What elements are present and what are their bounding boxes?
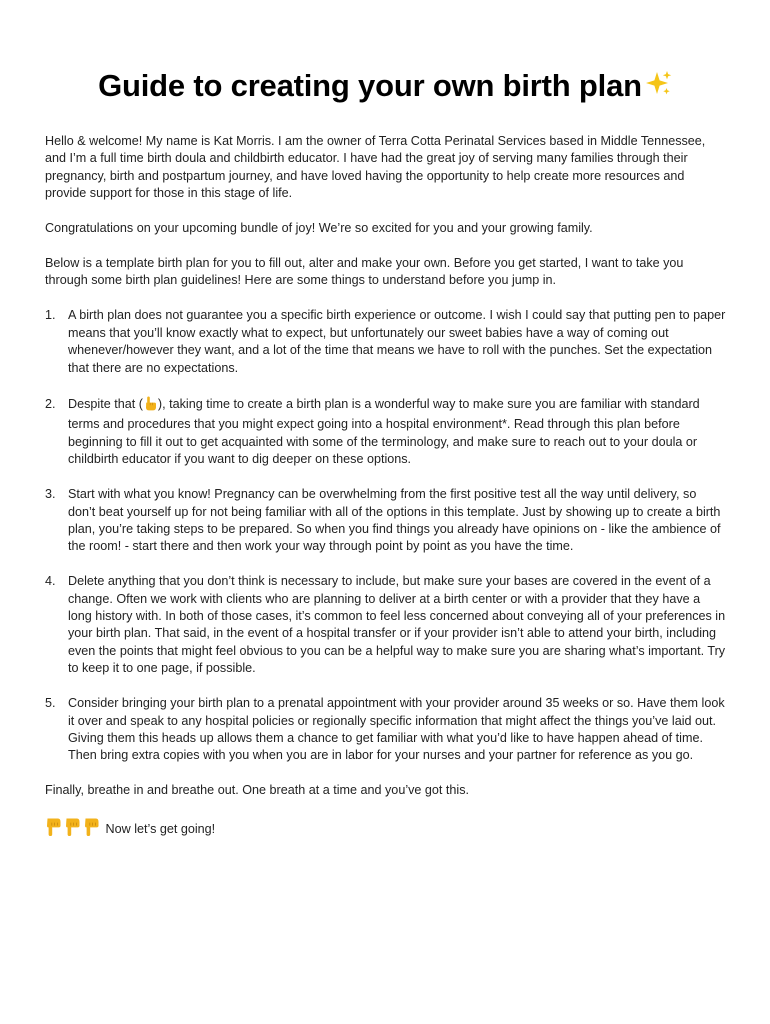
list-number: 3. (45, 487, 56, 502)
list-item (45, 396, 726, 469)
list-number: 1. (45, 308, 56, 323)
pointing-down-hand-icon (83, 817, 101, 842)
list-item-text-after: ), taking time to create a birth plan is a wonderful way to make sure you are familiar with standard terms and procedures that you might expect going into a hospital environment*. Read through this plan before beginning to fill it out to get acquainted with some of the terminology, and make sure to reach out to your doula or childbirth educator if you want to dig deeper on these options. (68, 396, 700, 467)
sparkles-icon (643, 69, 673, 115)
list-item-text: Delete anything that you don’t think is necessary to include, but make sure your bases are covered in the event of a change. Often we work with clients who are planning to deliver at a birth center or with a provider that they have a long history with. In both of those cases, it’s common to feel less concerned about conveying all of your preferences in your birth plan. That said, in the event of a hospital transfer or if your provider isn’t able to attend your birth, including even the points that might feel obvious to you can be a helpful way to make sure you are sharing what’s important. Try to keep it to one page, if possible. (68, 574, 726, 676)
closing-paragraph: Finally, breathe in and breathe out. One breath at a time and you’ve got this. (45, 783, 470, 798)
final-text: Now let’s get going! (105, 822, 216, 837)
list-number: 5. (45, 696, 56, 711)
final-line (45, 817, 726, 842)
pointing-down-hand-icon (45, 817, 63, 842)
list-item-text-before: Despite that ( (68, 396, 143, 411)
page-title: Guide to creating your own birth plan (98, 68, 642, 103)
list-item (45, 486, 726, 556)
list-item-text: A birth plan does not guarantee you a specific birth experience or outcome. I wish I could say that putting pen to paper means that you’ll know exactly what to expect, but unfortunately our sweet babies have a way of coming out whenever/however they want, and a lot of the time that means we have to roll with the punches. Set the expectation that there are no expectations. (68, 308, 726, 375)
guidelines-list (45, 307, 726, 764)
pointing-down-hand-icon (64, 817, 82, 842)
template-intro-paragraph: Below is a template birth plan for you to fill out, alter and make your own. Before you get started, I want to take you through some birth plan guidelines! Here are some things to understand before you jump in. (45, 256, 684, 288)
list-item-text: Consider bringing your birth plan to a prenatal appointment with your provider around 35 weeks or so. Have them look it over and speak to any hospital policies or regionally specific information that might affect the things you’ve laid out. Giving them this heads up allows them a chance to get familiar with what you’d like to have happen ahead of time. Then bring extra copies with you when you are in labor for your nurses and your partner for reference as you go. (68, 696, 725, 763)
list-item (45, 307, 726, 377)
list-item (45, 695, 726, 765)
congrats-paragraph: Congratulations on your upcoming bundle of joy! We’re so excited for you and your growing family. (45, 221, 593, 236)
list-item-text: Start with what you know! Pregnancy can be overwhelming from the first positive test all the way until delivery, so don’t beat yourself up for not being familiar with all of the options in this template. Just by showing up to create a birth plan, you’re taking steps to be prepared. So when you find things you already have opinions on - like the ambience of the room! - start there and then work your way through point by point as you have the time. (68, 487, 721, 554)
list-item (45, 573, 726, 677)
list-number: 4. (45, 574, 56, 589)
pointing-up-hand-icon (144, 396, 157, 416)
list-number: 2. (45, 396, 56, 411)
intro-paragraph: Hello & welcome! My name is Kat Morris. I am the owner of Terra Cotta Perinatal Services based in Middle Tennessee, and I’m a full time birth doula and childbirth educator. I have had the great joy of serving many families through their pregnancy, birth and postpartum journey, and have loved having the opportunity to help create more resources and provide support for those in this stage of life. (45, 134, 706, 201)
title-row (45, 66, 726, 115)
